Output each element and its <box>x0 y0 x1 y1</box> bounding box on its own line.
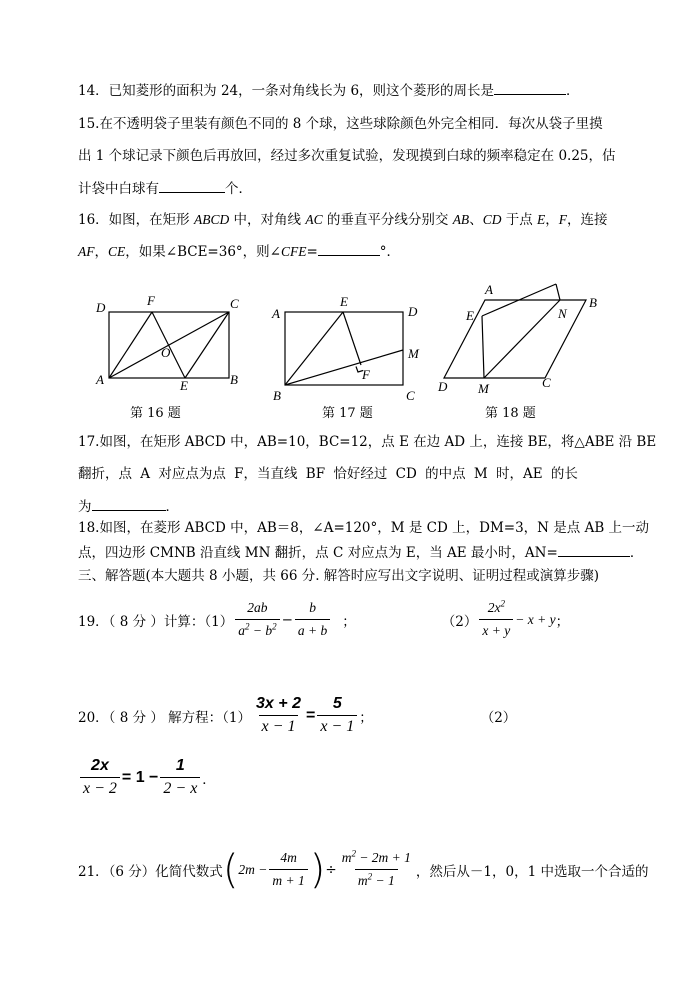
q21-f2-num-a: m <box>341 850 352 865</box>
q16-ac: AC <box>305 212 323 227</box>
q20-fraction-1 <box>253 694 304 737</box>
fig18-label-c: C <box>542 375 551 390</box>
q21-fraction-1 <box>269 848 307 891</box>
q19-tail: − x + y <box>515 611 556 627</box>
question-15-line2: 出 1 个球记录下颜色后再放回，经过多次重复试验，发现摸到白球的频率稳定在 0.25，估 <box>78 148 616 164</box>
q20-f3-numerator: 2x <box>91 757 109 774</box>
q20-f1-numerator: 3x + 2 <box>256 695 301 712</box>
q17-line3b: ． <box>165 499 179 515</box>
fig16-label-d: D <box>96 300 106 315</box>
q16-cd: CD <box>482 212 502 227</box>
fig17-segment-be <box>285 312 343 385</box>
fig17-label-m: M <box>408 346 419 361</box>
fig18-label-d: D <box>438 379 448 394</box>
q16-abcd: ABCD <box>193 212 230 227</box>
question-16-line1 <box>78 210 608 230</box>
q20-f4-denominator: 2 − x <box>160 777 200 799</box>
q19-f1-numerator: 2ab <box>247 600 268 615</box>
fig18-label-a: A <box>485 282 493 297</box>
q19-minus: − <box>281 611 293 628</box>
q19-f2-numerator: b <box>309 600 316 615</box>
q16-answer-blank[interactable] <box>318 241 380 256</box>
q21-divide: ÷ <box>325 861 337 878</box>
q19-semicolon-2: ； <box>555 613 570 630</box>
caption-17: 第 17 题 <box>322 406 373 421</box>
q20-head: 20．（ 8 分 ） 解方程：（1） <box>78 709 252 726</box>
q16-equals: = <box>306 244 318 260</box>
question-20 <box>78 694 516 737</box>
question-17-line3 <box>78 496 179 517</box>
fig18-label-n: N <box>558 306 567 321</box>
fig18-label-m: M <box>478 381 489 396</box>
q21-f1-denominator: m + 1 <box>269 869 307 891</box>
q21-head: 21．（6 分）化简代数式 <box>78 863 223 880</box>
q20-fraction-3 <box>80 756 120 799</box>
q19-f1-den-a: a <box>238 623 245 638</box>
question-17-line2: 翻折，点 A 对应点为点 F，当直线 BF 恰好经过 CD 的中点 M 时，AE 的长 <box>78 466 578 482</box>
q21-term-a: 2m − <box>238 861 268 877</box>
q17-line3a: 为 <box>78 499 92 515</box>
question-17-line1: 17.如图，在矩形 ABCD 中，AB=10，BC=12，点 E 在边 AD 上，连接 BE，将△ABE 沿 BE <box>78 434 657 450</box>
q20-f1-denominator: x − 1 <box>259 715 299 737</box>
q20-equals: = <box>305 706 316 724</box>
q20-fraction-2 <box>317 694 357 737</box>
q20-end: ． <box>202 771 216 788</box>
q21-f1-numerator: 4m <box>280 850 297 865</box>
q16-p3: 的垂直平分线分别交 <box>322 212 453 228</box>
fig18-label-b: B <box>589 295 597 310</box>
q14-end: ． <box>566 83 580 99</box>
q16-p2: 中，对角线 <box>229 212 306 228</box>
fig17-segment-bm <box>285 350 403 385</box>
fig16-segment-af <box>109 312 152 378</box>
q19-fraction-2 <box>295 598 330 641</box>
fig16-segment-ec <box>185 312 229 378</box>
q20-f3-denominator: x − 2 <box>80 777 120 799</box>
fig18-label-e: E <box>466 308 474 323</box>
fig16-label-o: O <box>161 345 171 360</box>
q16-e: E <box>537 212 546 227</box>
fig16-label-c: C <box>230 296 239 311</box>
q16-degree: °． <box>379 244 401 260</box>
question-19 <box>78 598 569 641</box>
q19-f2-denominator: a + b <box>295 619 330 641</box>
question-18-line1: 18.如图，在菱形 ABCD 中，AB＝8，∠A=120°，M 是 CD 上，DM=3，N 是点 AB 上一动 <box>78 520 650 536</box>
q18-line2: 点，四边形 CMNB 沿直线 MN 翻折，点 C 对应点为 E，当 AE 最小时，AN= <box>78 545 558 561</box>
q19-head: 19．（ 8 分 ）计算：（1） <box>78 613 234 630</box>
q21-fraction-2 <box>339 848 414 891</box>
q16-p4: 、 <box>469 212 483 228</box>
section-3-heading: 三、解答题(本大题共 8 小题，共 66 分. 解答时应写出文字说明、证明过程或演算步骤) <box>78 568 600 584</box>
q20-mid: = 1 − <box>121 768 159 786</box>
fig16-label-a: A <box>96 372 104 387</box>
q19-f3-num-text: 2x <box>487 600 501 615</box>
q21-tail: ，然后从－1，0，1 中选取一个合适的 <box>415 863 649 880</box>
q20-semicolon: ； <box>359 709 373 726</box>
q16-cfe: CFE <box>280 244 307 259</box>
q16-p6: ， <box>545 212 559 228</box>
q16-f: F <box>558 212 568 227</box>
q16-comma: ， <box>94 244 108 260</box>
question-16-line2 <box>78 241 400 262</box>
fig17-label-a: A <box>272 306 280 321</box>
question-15-line3 <box>78 178 252 199</box>
q17-answer-blank[interactable] <box>92 496 166 511</box>
q19-f1-denominator: $a^2 - b^2$ <box>235 619 279 641</box>
caption-16: 第 16 题 <box>130 406 181 421</box>
q20-f4-numerator: 1 <box>175 757 185 774</box>
caption-18: 第 18 题 <box>485 406 536 421</box>
fig18-segment-me <box>482 316 484 378</box>
figure-18 <box>444 284 586 378</box>
q21-f2-denominator: $m^2 - 1$ <box>355 869 398 891</box>
fig17-label-b: B <box>273 388 281 403</box>
fig16-label-e: E <box>180 378 188 393</box>
fig18-segment-top-n <box>556 284 560 300</box>
q14-answer-blank[interactable] <box>494 80 566 95</box>
q16-p7: ，连接 <box>567 212 608 228</box>
question-20-part2 <box>78 756 216 799</box>
q20-f2-numerator: 5 <box>332 695 342 712</box>
question-21 <box>78 848 648 891</box>
q20-f2-denominator: x − 1 <box>317 715 357 737</box>
q20-fraction-4 <box>160 756 200 799</box>
q21-f2-num-b: − 2m + 1 <box>359 850 411 865</box>
q19-semicolon: ； <box>342 613 356 630</box>
q15-line3b: 个． <box>225 181 252 197</box>
q19-f3-denominator: x + y <box>479 619 513 641</box>
q21-right-paren: ) <box>309 846 326 893</box>
q16-p5: 于点 <box>501 212 538 228</box>
q21-f2-den-b: − 1 <box>375 873 395 888</box>
figures-row <box>90 282 620 410</box>
question-14 <box>78 80 580 101</box>
q16-p1: 16．如图，在矩形 <box>78 212 194 228</box>
q21-f2-den-a: m <box>357 873 368 888</box>
q19-f3-numerator: $2x^2$ <box>487 598 505 615</box>
q18-line2end: ． <box>629 545 644 561</box>
q21-left-paren: ( <box>222 846 239 893</box>
figure-17 <box>285 312 403 385</box>
question-18-line2 <box>78 542 643 563</box>
q14-text: 14．已知菱形的面积为 24，一条对角线长为 6，则这个菱形的周长是 <box>78 83 495 99</box>
q19-f1-den-b: − b <box>252 623 273 638</box>
q15-answer-blank[interactable] <box>159 178 225 193</box>
q20-part2-label: （2） <box>480 709 517 726</box>
q16-ce: CE <box>108 244 126 259</box>
q16-ab: AB <box>452 212 470 227</box>
q16-angle-text: ，如果∠BCE=36°，则∠ <box>125 244 281 260</box>
fig17-label-e: E <box>340 294 348 309</box>
fig18-segment-mn <box>484 300 560 378</box>
fig17-label-d: D <box>408 304 418 319</box>
fig17-rectangle <box>285 312 403 385</box>
q19-fraction-1 <box>235 598 279 641</box>
q15-line3a: 计袋中白球有 <box>78 181 159 197</box>
q19-part2-label: （2） <box>441 613 478 630</box>
q16-af: AF <box>78 244 95 259</box>
fig16-label-f: F <box>147 293 155 308</box>
question-15-line1: 15.在不透明袋子里装有颜色不同的 8 个球，这些球除颜色外完全相同．每次从袋子里摸 <box>78 116 603 132</box>
fig17-segment-ef <box>343 312 361 365</box>
q21-f2-numerator: $m^2 - 2m + 1$ <box>341 848 411 865</box>
q19-fraction-3 <box>479 598 513 641</box>
q18-answer-blank[interactable] <box>558 542 630 557</box>
fig16-label-b: B <box>230 372 238 387</box>
fig17-label-c: C <box>406 388 415 403</box>
fig17-label-f: F <box>362 367 370 382</box>
